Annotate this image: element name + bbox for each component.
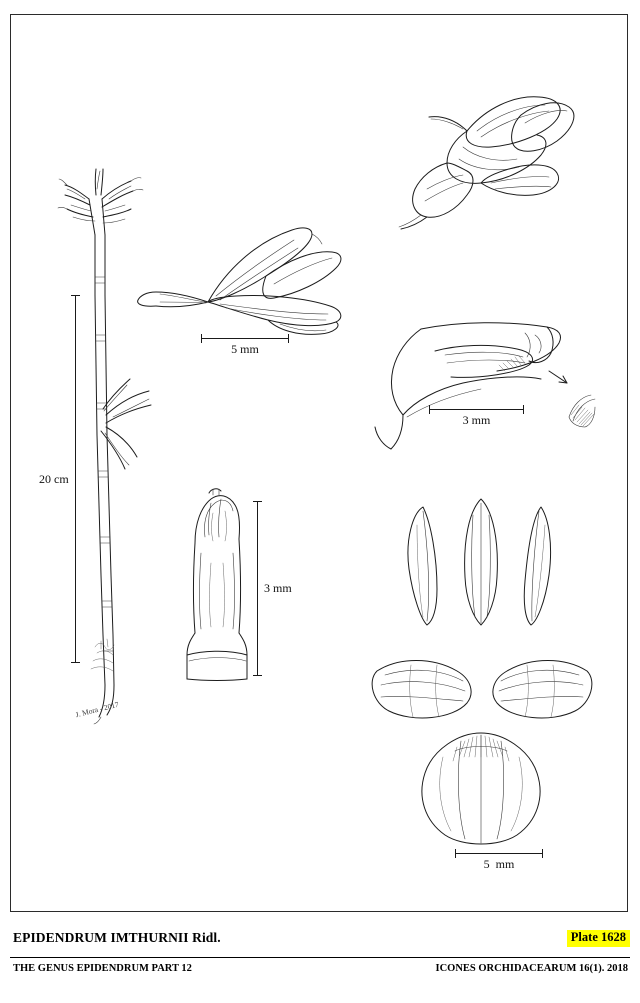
scale-bar-perianth xyxy=(455,853,543,872)
species-name: EPIDENDRUM IMTHURNII Ridl. xyxy=(13,930,221,945)
plate-number-badge: Plate 1628 xyxy=(567,930,630,947)
scale-bar-column-label: 3 mm xyxy=(264,581,292,595)
scale-bar-column-lip-line xyxy=(429,409,524,410)
artist-signature xyxy=(91,639,114,671)
scale-bar-column-lip xyxy=(429,409,524,428)
footer-series-title: THE GENUS EPIDENDRUM PART 12 xyxy=(13,963,192,974)
figure-pollinarium xyxy=(559,387,609,437)
scale-bar-column xyxy=(257,501,292,676)
plate-illustration-frame xyxy=(10,14,628,912)
scale-bar-habit-line xyxy=(75,295,76,663)
figure-dissected-perianth xyxy=(351,485,611,885)
scale-bar-perianth-label: 5 mm xyxy=(483,857,515,871)
artist-signature-date: J. Mora - 2017 xyxy=(74,699,120,720)
figure-column-ventral xyxy=(161,483,291,693)
scale-bar-habit-label: 20 cm xyxy=(39,471,69,486)
column-lip-section-drawing xyxy=(311,305,571,465)
scale-bar-flower-lateral-line xyxy=(201,338,289,339)
figure-column-lip-section xyxy=(311,305,571,465)
scale-bar-perianth-line xyxy=(455,853,543,854)
flower-oblique-drawing xyxy=(371,85,586,245)
pollinarium-drawing xyxy=(559,387,609,437)
plate-caption-block xyxy=(10,920,630,990)
scale-bar-flower-lateral-label: 5 mm xyxy=(231,342,259,356)
scale-bar-flower-lateral xyxy=(201,338,289,357)
scale-bar-column-line xyxy=(257,501,258,676)
figure-flower-oblique-view xyxy=(371,85,586,245)
perianth-drawing xyxy=(351,485,611,885)
footer-publication-citation: ICONES ORCHIDACEARUM 16(1). 2018 xyxy=(435,963,628,974)
scale-bar-column-lip-label: 3 mm xyxy=(462,413,491,427)
footer-divider xyxy=(10,957,630,958)
scale-bar-habit xyxy=(39,295,76,663)
